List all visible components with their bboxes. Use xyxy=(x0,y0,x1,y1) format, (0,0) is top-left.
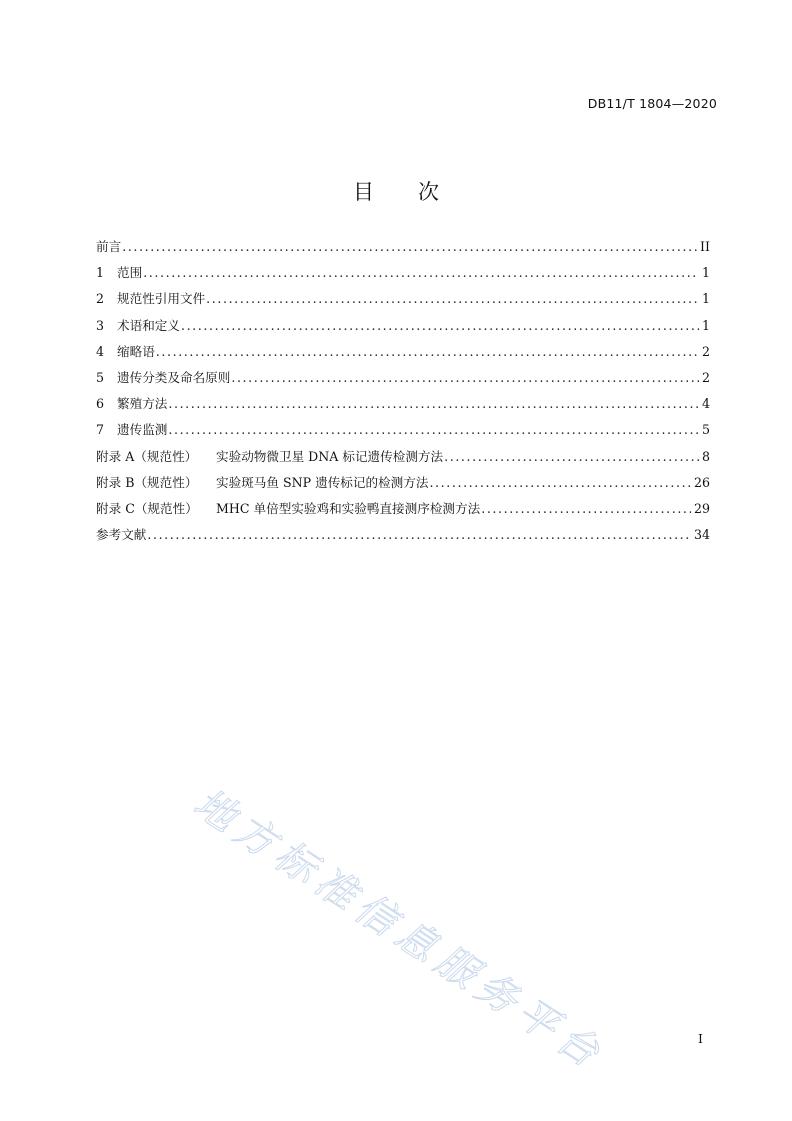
toc-entry-page: 2 xyxy=(701,343,710,359)
toc-entry-genetic-classification[interactable] xyxy=(96,369,710,395)
toc-entry-appendix-tag: 附录 C（规范性） xyxy=(96,500,198,516)
toc-entry-page: 5 xyxy=(701,422,710,438)
toc-entry-foreword[interactable] xyxy=(96,238,710,264)
toc-entry-number: 3 xyxy=(96,317,105,333)
toc-entry-page: 1 xyxy=(701,317,710,333)
document-code: DB11/T 1804—2020 xyxy=(587,96,717,111)
toc-entry-label: 遗传监测 xyxy=(117,422,168,438)
toc-entry-page: 29 xyxy=(693,500,710,516)
toc-entry-number: 2 xyxy=(96,291,105,307)
toc-leader-dots xyxy=(147,526,691,544)
toc-entry-scope[interactable] xyxy=(96,264,710,290)
watermark-text: 地方标准信息服务平台 xyxy=(185,780,614,1081)
toc-entry-normative-references[interactable] xyxy=(96,290,710,316)
toc-entry-label: MHC 单倍型实验鸡和实验鸭直接测序检测方法 xyxy=(216,500,481,516)
toc-entry-page: II xyxy=(700,239,710,254)
toc-entry-label: 实验动物微卫星 DNA 标记遗传检测方法 xyxy=(216,448,444,464)
toc-entry-page: 8 xyxy=(701,448,710,464)
toc-entry-appendix-c[interactable] xyxy=(96,500,710,526)
table-of-contents xyxy=(96,238,710,552)
toc-entry-page: 1 xyxy=(701,291,710,307)
toc-entry-label: 前言 xyxy=(96,239,122,254)
toc-entry-appendix-tag: 附录 A（规范性） xyxy=(96,448,198,464)
toc-entry-abbreviations[interactable] xyxy=(96,343,710,369)
toc-entry-page: 2 xyxy=(701,369,710,385)
toc-entry-label: 参考文献 xyxy=(96,527,147,543)
toc-entry-label: 规范性引用文件 xyxy=(117,291,206,307)
toc-entry-appendix-b[interactable] xyxy=(96,474,710,500)
toc-title-part1: 目 xyxy=(353,180,374,204)
toc-leader-dots xyxy=(181,317,699,335)
toc-entry-label: 范围 xyxy=(117,265,143,281)
toc-entry-number: 7 xyxy=(96,422,105,438)
toc-leader-dots xyxy=(231,369,699,387)
toc-leader-dots xyxy=(444,448,699,466)
toc-entry-number: 6 xyxy=(96,396,105,412)
toc-entry-label: 繁殖方法 xyxy=(117,396,168,412)
toc-leader-dots xyxy=(143,264,699,282)
toc-title-part2: 次 xyxy=(418,180,439,204)
toc-leader-dots xyxy=(168,421,699,439)
toc-entry-genetic-monitoring[interactable] xyxy=(96,421,710,447)
toc-leader-dots xyxy=(122,238,697,256)
toc-entry-number: 5 xyxy=(96,369,105,385)
toc-entry-page: 4 xyxy=(701,396,710,412)
toc-leader-dots xyxy=(481,500,691,518)
toc-entry-terms-definitions[interactable] xyxy=(96,317,710,343)
toc-leader-dots xyxy=(156,343,699,361)
toc-title xyxy=(0,176,792,206)
toc-entry-breeding-methods[interactable] xyxy=(96,395,710,421)
toc-entry-label: 术语和定义 xyxy=(117,317,180,333)
toc-leader-dots xyxy=(168,395,699,413)
toc-entry-label: 实验斑马鱼 SNP 遗传标记的检测方法 xyxy=(216,474,429,490)
toc-entry-page: 26 xyxy=(693,474,710,490)
toc-entry-number: 1 xyxy=(96,265,105,281)
toc-entry-number: 4 xyxy=(96,343,105,359)
toc-entry-appendix-a[interactable] xyxy=(96,448,710,474)
toc-entry-label: 缩略语 xyxy=(117,343,155,359)
toc-entry-page: 34 xyxy=(693,527,710,543)
page-number: I xyxy=(698,1031,703,1046)
toc-entry-appendix-tag: 附录 B（规范性） xyxy=(96,474,198,490)
toc-entry-bibliography[interactable] xyxy=(96,526,710,552)
toc-leader-dots xyxy=(206,290,699,308)
toc-entry-page: 1 xyxy=(701,265,710,281)
toc-entry-label: 遗传分类及命名原则 xyxy=(117,369,231,385)
toc-leader-dots xyxy=(429,474,691,492)
